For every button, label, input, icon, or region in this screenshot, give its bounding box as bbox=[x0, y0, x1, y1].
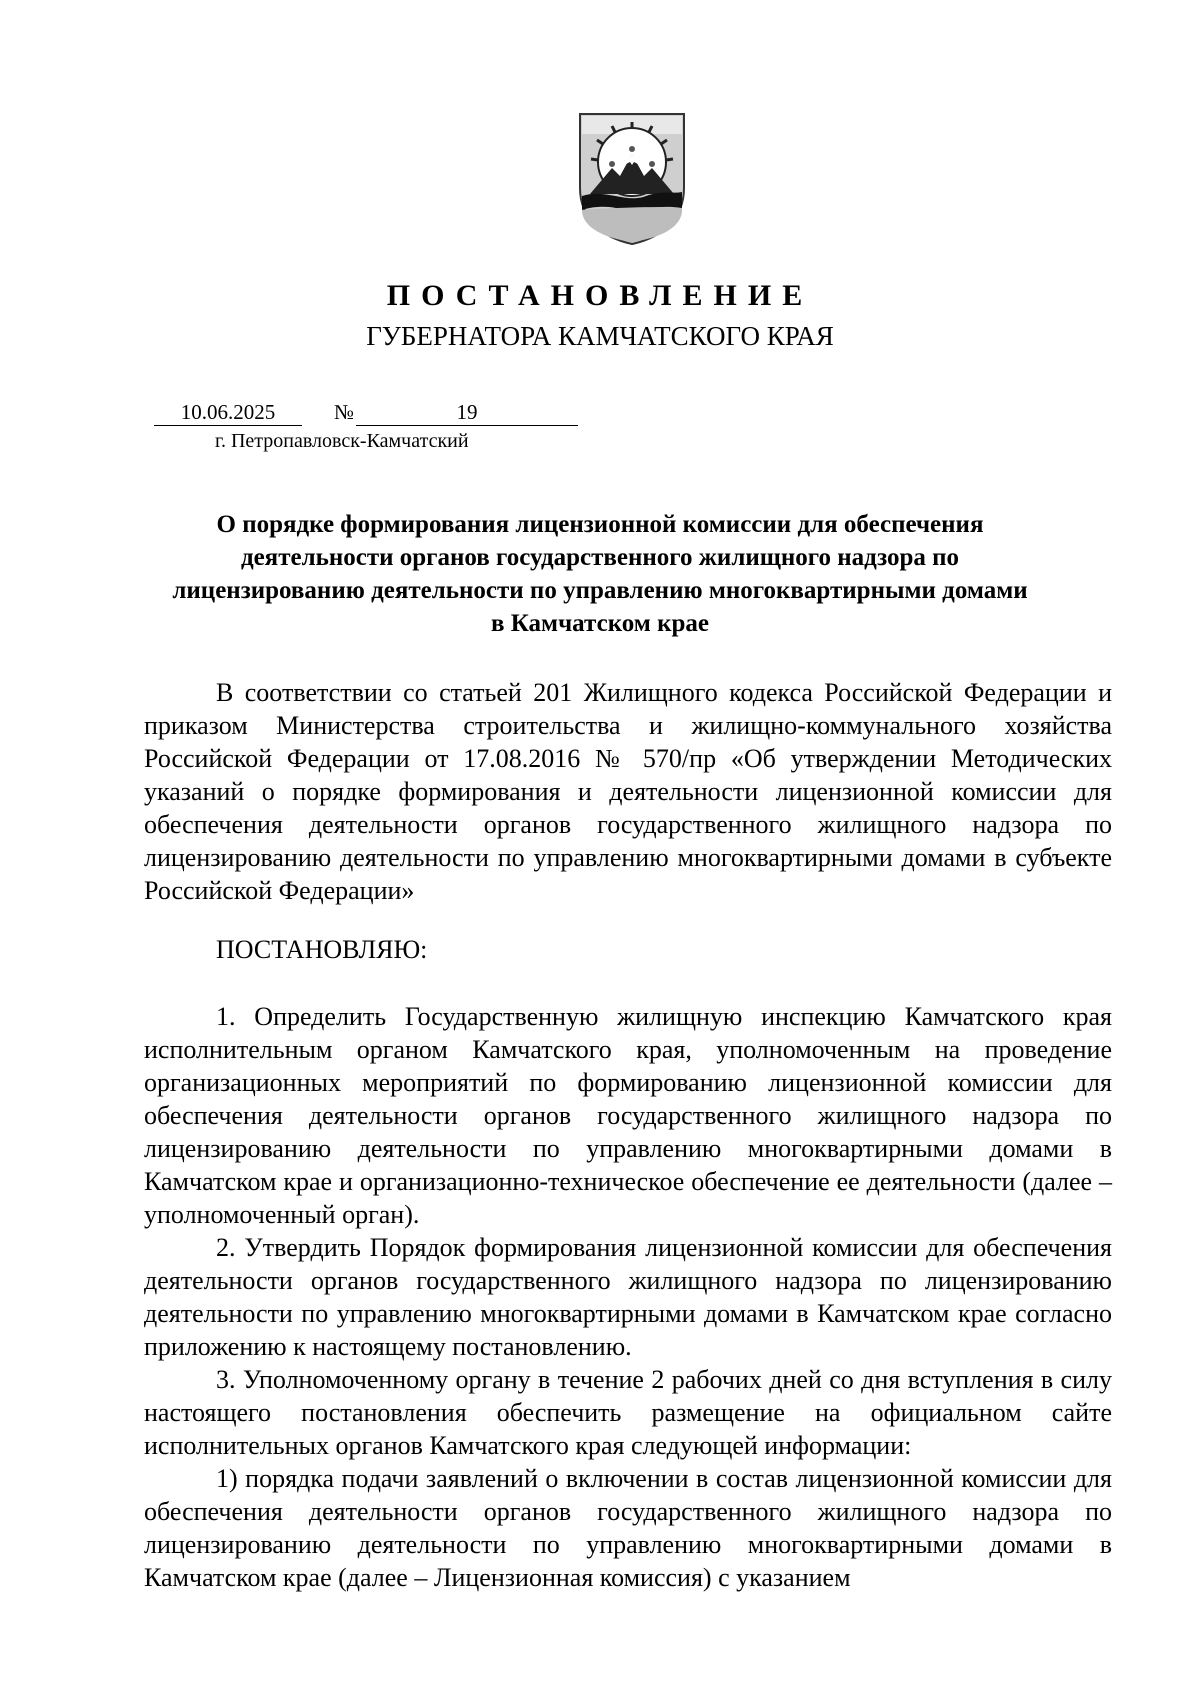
document-title: О порядке формирования лицензионной комиссии для обеспечения деятельности органов государственного жилищного надзора по лицензированию деятельности по управлению многоквартирными домами в Камчатском крае bbox=[172, 511, 1028, 637]
smoke-left bbox=[609, 161, 615, 167]
resolve-section bbox=[144, 933, 1112, 966]
item-paragraph: 1) порядка подачи заявлений о включении в состав лицензионной комиссии для обеспечения деятельности органов государственного жилищного надзора по лицензированию деятельности по управлению многоквартирными домами в Камчатском крае (далее – Лицензионная комиссия) с указанием bbox=[144, 1464, 1112, 1592]
smoke-right bbox=[649, 161, 655, 167]
item-paragraph: 3. Уполномоченному органу в течение 2 рабочих дней со дня вступления в силу настоящего постановления обеспечить размещение на официальном сайте исполнительных органов Камчатского края следующей информации: bbox=[144, 1365, 1112, 1460]
city-name: г. Петропавловск-Камчатский bbox=[215, 430, 469, 452]
coat-of-arms-emblem bbox=[576, 112, 688, 246]
item-paragraph: 1. Определить Государственную жилищную инспекцию Камчатского края исполнительным органом Камчатского края, уполномоченным на проведение организационных мероприятий по формированию лицензионной комиссии для обеспечения деятельности органов государственного жилищного надзора по лицензированию деятельности по управлению многоквартирными домами в Камчатском крае и организационно-техническое обеспечение ее деятельности (далее – уполномоченный орган). bbox=[144, 1002, 1112, 1229]
preamble-paragraph: В соответствии со статьей 201 Жилищного кодекса Российской Федерации и приказом Министерства строительства и жилищно-коммунального хозяйства Российской Федерации от 17.08.2016 № 570/пр «Об утверждении Методических указаний о порядке формирования и деятельности лицензионной комиссии для обеспечения деятельности органов государственного жилищного надзора по лицензированию деятельности по управлению многоквартирными домами в субъекте Российской Федерации» bbox=[144, 678, 1112, 905]
items-section bbox=[144, 1000, 1112, 1594]
issuer-heading: ГУБЕРНАТОРА КАМЧАТСКОГО КРАЯ bbox=[366, 321, 834, 351]
document-type-heading: ПОСТАНОВЛЕНИЕ bbox=[386, 279, 814, 312]
smoke-middle bbox=[629, 146, 635, 152]
preamble-section bbox=[144, 676, 1112, 907]
number-sign: № bbox=[333, 400, 355, 424]
shield-base bbox=[582, 207, 682, 242]
document-number: 19 bbox=[356, 399, 578, 426]
resolve-heading: ПОСТАНОВЛЯЮ: bbox=[216, 935, 428, 964]
item-paragraph: 2. Утвердить Порядок формирования лицензионной комиссии для обеспечения деятельности органов государственного жилищного надзора по лицензированию деятельности по управлению многоквартирными домами в Камчатском крае согласно приложению к настоящему постановлению. bbox=[144, 1233, 1112, 1361]
document-date: 10.06.2025 bbox=[154, 399, 302, 426]
